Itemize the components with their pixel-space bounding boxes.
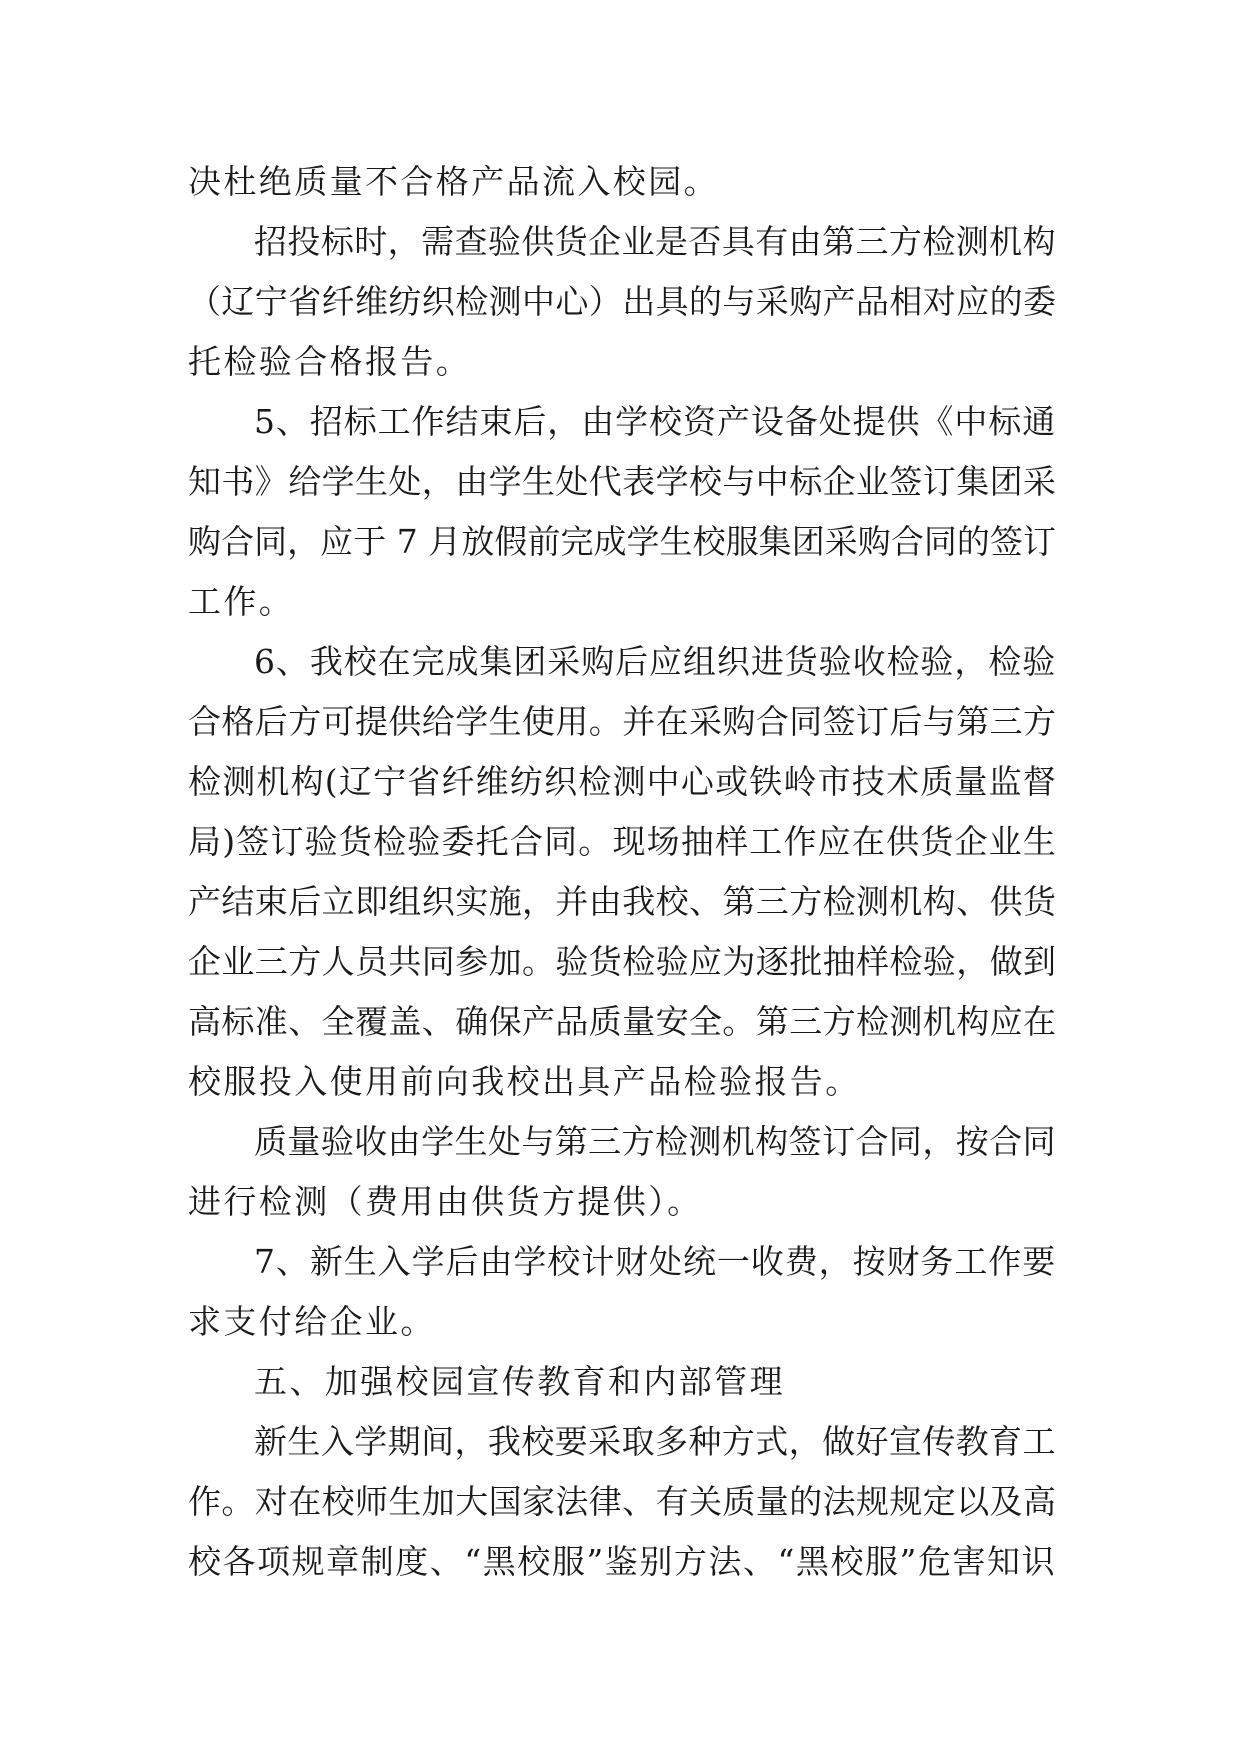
text-line: 质量验收由学生处与第三方检测机构签订合同，按合同 (254, 1122, 1056, 1161)
text-line: 托检验合格报告。 (188, 342, 472, 381)
text-line: 高标准、全覆盖、确保产品质量安全。第三方检测机构应在 (188, 1002, 1057, 1041)
text-line: 局)签订验货检验委托合同。现场抽样工作应在供货企业生 (188, 822, 1058, 861)
text-line: 知书》给学生处，由学生处代表学校与中标企业签订集团采 (188, 462, 1057, 501)
text-line: 购合同，应于 7 月放假前完成学生校服集团采购合同的签订 (188, 522, 1056, 561)
text-line: 7、新生入学后由学校计财处统一收费，按财务工作要 (254, 1242, 1056, 1281)
text-line: 进行检测（费用由供货方提供）。 (188, 1182, 703, 1221)
text-line: 求支付给企业。 (188, 1302, 436, 1341)
text-line: 招投标时，需查验供货企业是否具有由第三方检测机构 (254, 222, 1056, 261)
text-line: 决杜绝质量不合格产品流入校园。 (188, 162, 719, 201)
section-heading: 五、加强校园宣传教育和内部管理 (254, 1362, 785, 1401)
text-line: 作。对在校师生加大国家法律、有关质量的法规规定以及高 (188, 1482, 1057, 1521)
text-line: 校服投入使用前向我校出具产品检验报告。 (188, 1062, 861, 1101)
text-line: 校各项规章制度、“黑校服”鉴别方法、“黑校服”危害知识 (188, 1542, 1056, 1581)
text-line: 5、招标工作结束后，由学校资产设备处提供《中标通 (254, 402, 1056, 441)
text-line: 检测机构(辽宁省纤维纺织检测中心或铁岭市技术质量监督 (188, 762, 1058, 801)
text-line: 产结束后立即组织实施，并由我校、第三方检测机构、供货 (188, 882, 1057, 921)
text-line: 新生入学期间，我校要采取多种方式，做好宣传教育工 (254, 1422, 1056, 1461)
text-line: 6、我校在完成集团采购后应组织进货验收检验，检验 (254, 642, 1056, 681)
text-line: 工作。 (188, 582, 295, 621)
text-line: 合格后方可提供给学生使用。并在采购合同签订后与第三方 (188, 702, 1057, 741)
text-line: 企业三方人员共同参加。验货检验应为逐批抽样检验，做到 (188, 942, 1057, 981)
text-line: （辽宁省纤维纺织检测中心）出具的与采购产品相对应的委 (188, 282, 1057, 321)
